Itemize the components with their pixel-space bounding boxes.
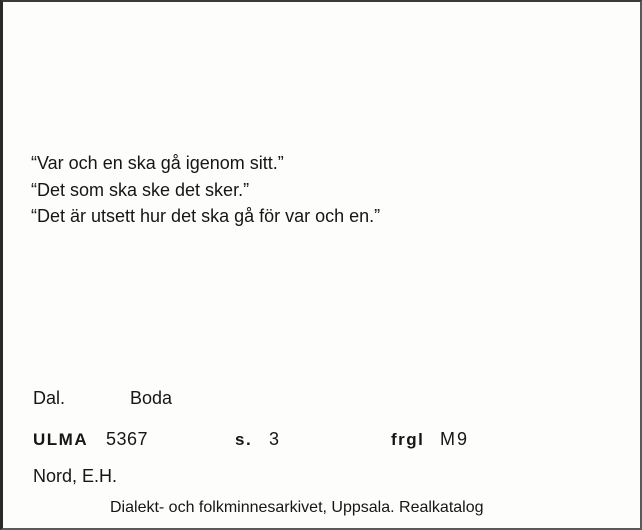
quote-line-3: “Det är utsett hur det ska gå för var och en.” [31, 206, 381, 226]
archive-number: 5367 [106, 429, 149, 449]
archive-label: ULMA [33, 430, 89, 449]
archive-footer: Dialekt- och folkminnesarkivet, Uppsala. Realkatalog [110, 499, 484, 516]
question-label: frgl [391, 430, 425, 449]
collector-name: Nord, E.H. [33, 466, 118, 486]
region-label: Dal. [33, 388, 66, 408]
page-label: s. [235, 430, 253, 449]
question-number: M9 [440, 429, 470, 449]
page-number: 3 [269, 429, 280, 449]
quote-line-2: “Det som ska ske det sker.” [31, 180, 250, 200]
place-label: Boda [130, 388, 173, 408]
quote-line-1: “Var och en ska gå igenom sitt.” [31, 153, 284, 173]
